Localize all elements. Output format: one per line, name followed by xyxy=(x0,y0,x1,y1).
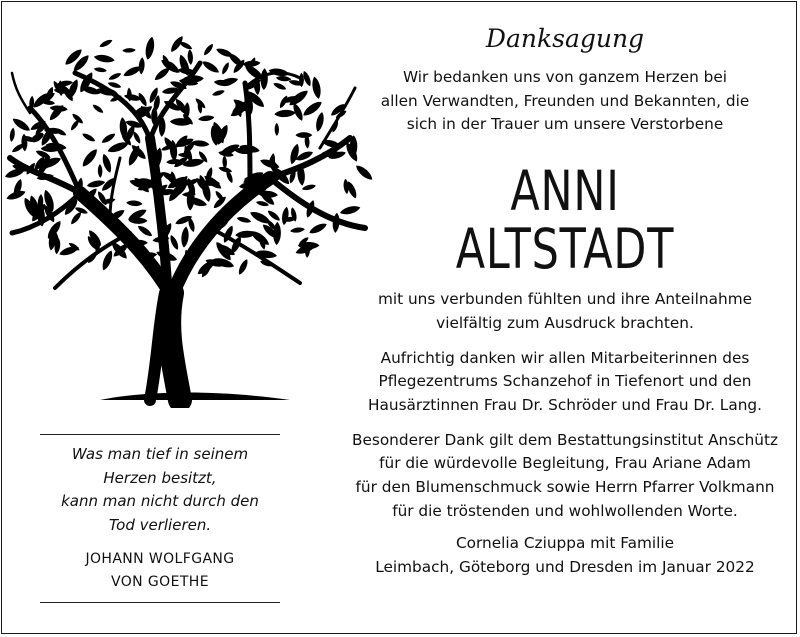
heading: Danksagung xyxy=(485,24,645,53)
intro-text: Wir bedanken uns von ganzem Herzen bei allen Verwandten, Freunden und Bekannten, die sich in der Trauer um unsere Verstorbene xyxy=(380,68,750,134)
deceased-name: ANNI ALTSTADT xyxy=(455,159,675,282)
quote-block xyxy=(40,434,280,603)
main-text xyxy=(330,22,800,580)
support-text: mit uns verbunden fühlten und ihre Anteilnahme vielfältig zum Ausdruck brachten. xyxy=(377,290,753,332)
tree-icon xyxy=(0,28,385,408)
quote-text: Was man tief in seinem Herzen besitzt, kann man nicht durch den Tod verlieren. xyxy=(61,445,259,534)
bottom-divider xyxy=(40,602,280,603)
top-divider xyxy=(40,434,280,435)
quote-author: JOHANN WOLFGANG VON GOETHE xyxy=(85,551,235,590)
staff-thanks-text: Aufrichtig danken wir allen Mitarbeiterinnen des Pflegezentrums Schanzehof in Tiefenort und den Hausärztinnen Frau Dr. Schröder und Frau Dr. Lang. xyxy=(368,348,762,414)
special-thanks-text: Besonderer Dank gilt dem Bestattungsinstitut Anschütz für die würdevolle Begleitung, Frau Ariane Adam für den Blumenschmuck sowie Herrn Pfarrer Volkmann für die tröstenden und wohlwollenden Worte. xyxy=(351,430,779,520)
signature: Cornelia Cziuppa mit Familie Leimbach, Göteborg und Dresden im Januar 2022 xyxy=(375,534,755,577)
